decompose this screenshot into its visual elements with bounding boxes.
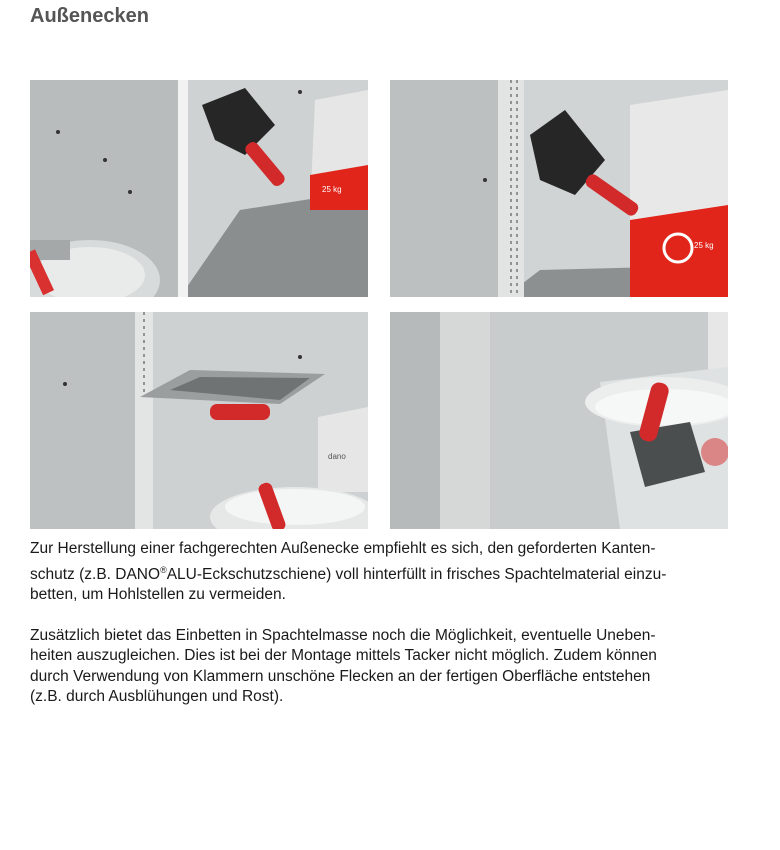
paragraph-2-line-4: (z.B. durch Ausblühungen und Rost). bbox=[30, 688, 284, 705]
paragraph-2-line-3: durch Verwendung von Klammern unschöne Flecken an der fertigen Oberfläche entstehen bbox=[30, 667, 651, 685]
bag-label-3: dano bbox=[328, 452, 346, 461]
illustration-step-1-drawing bbox=[30, 80, 368, 297]
illustration-step-4 bbox=[390, 312, 728, 529]
illustration-step-4-drawing bbox=[390, 312, 728, 529]
paragraph-2-line-1: Zusätzlich bietet das Einbetten in Spachtelmasse noch die Möglichkeit, eventuelle Uneben- bbox=[30, 626, 656, 644]
paragraph-2-line-2: heiten auszugleichen. Dies ist bei der Montage mittels Tacker nicht möglich. Zudem können bbox=[30, 647, 657, 664]
illustration-step-3-drawing bbox=[30, 312, 368, 529]
illustration-step-2-drawing bbox=[390, 80, 728, 297]
bag-label-1: 25 kg bbox=[322, 185, 342, 194]
paragraph-1-part-4: betten, um Hohlstellen zu vermeiden. bbox=[30, 586, 286, 603]
bag-label-2: 25 kg bbox=[694, 241, 714, 250]
paragraph-1 bbox=[30, 539, 730, 606]
illustration-step-3 bbox=[30, 312, 368, 529]
paragraph-2 bbox=[30, 626, 730, 708]
illustration-step-2 bbox=[390, 80, 728, 297]
paragraph-1-part-1: Zur Herstellung einer fachgerechten Außenecke empfiehlt es sich, den geforderten Kanten- bbox=[30, 540, 656, 557]
page-title: Außenecken bbox=[30, 5, 149, 27]
paragraph-1-part-2: schutz (z.B. DANO bbox=[30, 565, 161, 583]
body-text bbox=[30, 539, 730, 728]
image-grid bbox=[30, 80, 728, 530]
illustration-step-1 bbox=[30, 80, 368, 297]
paragraph-1-part-3: ALU-Eckschutzschiene) voll hinterfüllt in frisches Spachtelmaterial einzu- bbox=[166, 565, 667, 583]
registered-mark: ® bbox=[160, 564, 167, 575]
